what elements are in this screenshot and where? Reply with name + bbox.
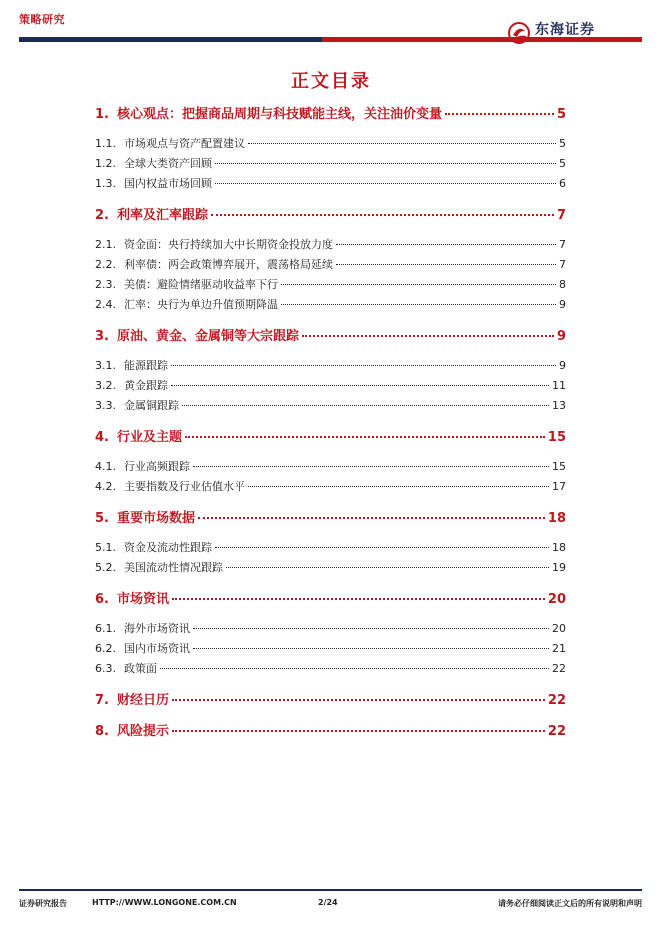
toc-leader [172, 699, 545, 701]
header-rule-red [322, 37, 642, 42]
toc-leader [281, 304, 556, 305]
toc-entry-4-1[interactable] [95, 458, 566, 474]
toc-number: 7. [95, 693, 109, 708]
logo-chinese-name: 东海证券 [535, 21, 595, 38]
toc-heading: 金属铜跟踪 [124, 399, 179, 412]
toc-entry-6-3[interactable] [95, 660, 566, 676]
toc-page: 9 [559, 359, 566, 372]
toc-leader [302, 335, 554, 337]
toc-page: 8 [559, 278, 566, 291]
toc-number: 3.2. [95, 379, 116, 392]
toc-entry-2-3[interactable] [95, 276, 566, 292]
toc-number: 1.1. [95, 137, 116, 150]
toc-leader [172, 730, 545, 732]
toc-heading: 能源跟踪 [124, 359, 168, 372]
toc-heading: 政策面 [124, 662, 157, 675]
toc-leader [160, 668, 549, 669]
toc-heading: 风险提示 [117, 724, 170, 739]
toc-heading: 主要指数及行业估值水平 [124, 480, 245, 493]
toc-page: 20 [547, 592, 566, 607]
toc-page: 13 [552, 399, 566, 412]
toc-number: 2. [95, 208, 109, 223]
toc-heading: 行业及主题 [117, 430, 183, 445]
toc-entry-5[interactable] [95, 507, 566, 526]
toc-page: 20 [552, 622, 566, 635]
toc-number: 6.2. [95, 642, 116, 655]
toc-entry-2[interactable] [95, 204, 566, 223]
toc-page: 18 [547, 511, 566, 526]
toc-number: 6. [95, 592, 109, 607]
toc-entry-6[interactable] [95, 588, 566, 607]
toc-number: 6.3. [95, 662, 116, 675]
toc-number: 1.2. [95, 157, 116, 170]
toc-page: 5 [556, 107, 566, 122]
toc-page: 7 [556, 208, 566, 223]
toc-entry-2-4[interactable] [95, 296, 566, 312]
toc-leader [193, 628, 549, 629]
footer-rule [19, 889, 642, 891]
toc-heading: 黄金跟踪 [124, 379, 168, 392]
toc-number: 6.1. [95, 622, 116, 635]
toc-page: 9 [556, 329, 566, 344]
brand-logo [507, 20, 642, 46]
toc-leader [193, 466, 549, 467]
toc-heading: 行业高频跟踪 [124, 460, 190, 473]
toc-number: 3. [95, 329, 109, 344]
footer-report-type: 证券研究报告 [19, 899, 67, 908]
toc-leader [215, 163, 556, 164]
toc-number: 3.1. [95, 359, 116, 372]
toc-page: 22 [547, 693, 566, 708]
toc-leader [215, 183, 556, 184]
toc-page: 15 [552, 460, 566, 473]
toc-leader [281, 284, 556, 285]
toc-page: 7 [559, 258, 566, 271]
toc-heading: 海外市场资讯 [124, 622, 190, 635]
toc-heading: 资金面：央行持续加大中长期资金投放力度 [124, 238, 333, 251]
toc-title: 正文目录 [291, 71, 371, 92]
toc-number: 5.2. [95, 561, 116, 574]
toc-leader [211, 214, 554, 216]
toc-heading: 重要市场数据 [117, 511, 196, 526]
toc-heading: 原油、黄金、金属铜等大宗跟踪 [117, 329, 300, 344]
toc-heading: 核心观点：把握商品周期与科技赋能主线，关注油价变量 [117, 107, 443, 122]
toc-heading: 美国流动性情况跟踪 [124, 561, 223, 574]
toc-entry-5-1[interactable] [95, 539, 566, 555]
toc-entry-5-2[interactable] [95, 559, 566, 575]
toc-page: 15 [547, 430, 566, 445]
toc-entry-3-2[interactable] [95, 377, 566, 393]
toc-heading: 全球大类资产回顾 [124, 157, 212, 170]
toc-heading: 美债：避险情绪驱动收益率下行 [124, 278, 278, 291]
toc-entry-7[interactable] [95, 689, 566, 708]
toc-entry-1-2[interactable] [95, 155, 566, 171]
toc-entry-3-1[interactable] [95, 357, 566, 373]
toc-entry-2-2[interactable] [95, 256, 566, 272]
toc-entry-4[interactable] [95, 426, 566, 445]
toc-number: 8. [95, 724, 109, 739]
toc-heading: 资金及流动性跟踪 [124, 541, 212, 554]
toc-page: 22 [552, 662, 566, 675]
toc-leader [445, 113, 554, 115]
toc-leader [215, 547, 549, 548]
toc-leader [171, 365, 556, 366]
toc-page: 21 [552, 642, 566, 655]
toc-page: 6 [559, 177, 566, 190]
toc-number: 4. [95, 430, 109, 445]
toc-entry-6-2[interactable] [95, 640, 566, 656]
toc-page: 5 [559, 137, 566, 150]
toc-page: 17 [552, 480, 566, 493]
toc-number: 2.4. [95, 298, 116, 311]
toc-page: 22 [547, 724, 566, 739]
toc-page: 19 [552, 561, 566, 574]
toc-page: 9 [559, 298, 566, 311]
toc-leader [248, 486, 549, 487]
toc-page: 5 [559, 157, 566, 170]
toc-page: 11 [552, 379, 566, 392]
footer-page-indicator: 2/24 [318, 898, 338, 907]
toc-number: 1.3. [95, 177, 116, 190]
toc-heading: 利率及汇率跟踪 [117, 208, 209, 223]
toc-leader [171, 385, 549, 386]
toc-number: 3.3. [95, 399, 116, 412]
toc-entry-6-1[interactable] [95, 620, 566, 636]
toc-heading: 利率债：两会政策博弈展开，震荡格局延续 [124, 258, 333, 271]
toc-leader [193, 648, 549, 649]
header-rule-navy [19, 37, 322, 42]
toc-heading: 财经日历 [117, 693, 170, 708]
toc-heading: 市场资讯 [117, 592, 170, 607]
toc-leader [226, 567, 549, 568]
toc-entry-1[interactable] [95, 103, 566, 122]
toc-entry-2-1[interactable] [95, 236, 566, 252]
toc-number: 1. [95, 107, 109, 122]
toc-heading: 国内权益市场回顾 [124, 177, 212, 190]
toc-leader [185, 436, 545, 438]
toc-entry-4-2[interactable] [95, 478, 566, 494]
toc-number: 5. [95, 511, 109, 526]
toc-leader [182, 405, 549, 406]
toc-page: 7 [559, 238, 566, 251]
toc-number: 2.3. [95, 278, 116, 291]
footer-website-link[interactable]: HTTP://WWW.LONGONE.COM.CN [92, 898, 237, 907]
toc-entry-1-1[interactable] [95, 135, 566, 151]
toc-number: 4.1. [95, 460, 116, 473]
toc-page: 18 [552, 541, 566, 554]
toc-number: 4.2. [95, 480, 116, 493]
toc-entry-1-3[interactable] [95, 175, 566, 191]
toc-number: 2.1. [95, 238, 116, 251]
toc-number: 2.2. [95, 258, 116, 271]
toc-number: 5.1. [95, 541, 116, 554]
toc-leader [172, 598, 545, 600]
toc-heading: 汇率：央行为单边升值预期降温 [124, 298, 278, 311]
toc-heading: 市场观点与资产配置建议 [124, 137, 245, 150]
toc-heading: 国内市场资讯 [124, 642, 190, 655]
footer-disclaimer: 请务必仔细阅读正文后的所有说明和声明 [498, 899, 642, 908]
toc-leader [336, 244, 556, 245]
toc-entry-3[interactable] [95, 325, 566, 344]
toc-leader [336, 264, 556, 265]
toc-entry-8[interactable] [95, 720, 566, 739]
toc-leader [198, 517, 545, 519]
report-category: 策略研究 [19, 13, 65, 26]
toc-leader [248, 143, 556, 144]
toc-entry-3-3[interactable] [95, 397, 566, 413]
